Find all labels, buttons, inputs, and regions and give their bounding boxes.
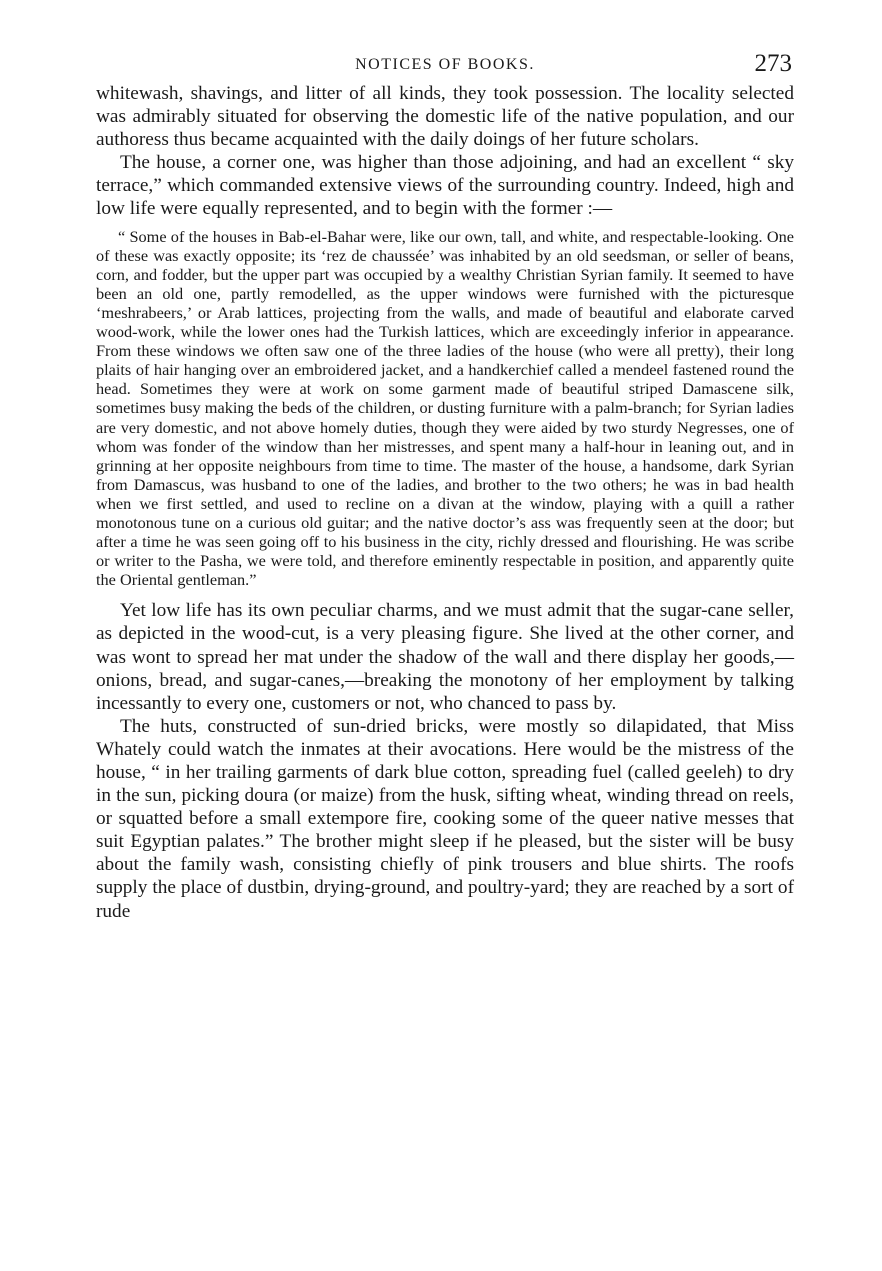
paragraph-huts: The huts, constructed of sun-dried bricks, were mostly so dilapidated, that Miss Whately could watch the inmates at their avocations. Here would be the mistress of the house, “ in her trailing garments of dark blue cotton, spreading fuel (called geeleh) to dry in the sun, picking doura (or maize) from the husk, sifting wheat, winding thread on reels, or squatted before a small extempore fire, cooking some of the queer native messes that suit Egyptian palates.” The brother might sleep if he pleased, but the sister will be busy about the family wash, consisting chiefly of pink trousers and blue shirts. The roofs supply the place of dustbin, drying-ground, and poultry-yard; they are reached by a sort of rude (96, 715, 794, 922)
running-head (96, 50, 794, 82)
page-number: 273 (754, 50, 792, 77)
running-title: NOTICES OF BOOKS. (355, 56, 535, 73)
block-quote (96, 227, 794, 590)
book-page (96, 50, 794, 923)
paragraph-continued: whitewash, shavings, and litter of all kinds, they took possession. The locality selected was admirably situated for observing the domestic life of the native population, and our authoress thus became acquainted with the daily doings of her future scholars. (96, 83, 794, 151)
paragraph-low-life: Yet low life has its own peculiar charms, and we must admit that the sugar-cane seller, as depicted in the wood-cut, is a very pleasing figure. She lived at the other corner, and was wont to spread her mat under the shadow of the wall and there display her goods,— onions, bread, and sugar-canes,—breaking the monotony of her employment by talking incessantly to every one, customers or not, who chanced to pass by. (96, 600, 794, 714)
paragraph-house: The house, a corner one, was higher than those adjoining, and had an excellent “ sky terrace,” which commanded extensive views of the surrounding country. Indeed, high and low life were equally represented, and to begin with the former :— (96, 152, 794, 220)
quote-text: “ Some of the houses in Bab-el-Bahar were, like our own, tall, and white, and respectable-looking. One of these was exactly opposite; its ‘rez de chaussée’ was inhabited by an old seedsman, or seller of beans, corn, and fodder, but the upper part was occupied by a wealthy Christian Syrian family. It seemed to have been an old one, partly remodelled, as the upper windows were furnished with the picturesque ‘meshrabeers,’ or Arab lattices, projecting from the walls, and made of beautiful and elaborate carved wood-work, while the lower ones had the Turkish lattices, which are exceedingly inferior in appearance. From these windows we often saw one of the three ladies of the house (who were all pretty), their long plaits of hair hanging over an embroidered jacket, and a handkerchief called a mendeel fastened round the head. Sometimes they were at work on some garment made of beautiful striped Damascene silk, sometimes busy making the beds of the children, or dusting furniture with a palm-branch; for Syrian ladies are very domestic, and not above homely duties, though they were aided by two sturdy Negresses, one of whom was fonder of the window than her mistresses, and spent many a half-hour in leaning out, and in grinning at her opposite neighbours from time to time. The master of the house, a handsome, dark Syrian from Damascus, was husband to one of the ladies, and brother to the two others; he was in bad health when we first settled, and used to recline on a divan at the window, playing with a quill a rather monotonous tune on a curious old guitar; and the native doctor’s ass was frequently seen at the door; but after a time he was seen going off to his business in the city, richly dressed and flourishing. He was scribe or writer to the Pasha, we were told, and therefore eminently respectable in position, and apparently quite the Oriental gentleman.” (96, 226, 794, 590)
